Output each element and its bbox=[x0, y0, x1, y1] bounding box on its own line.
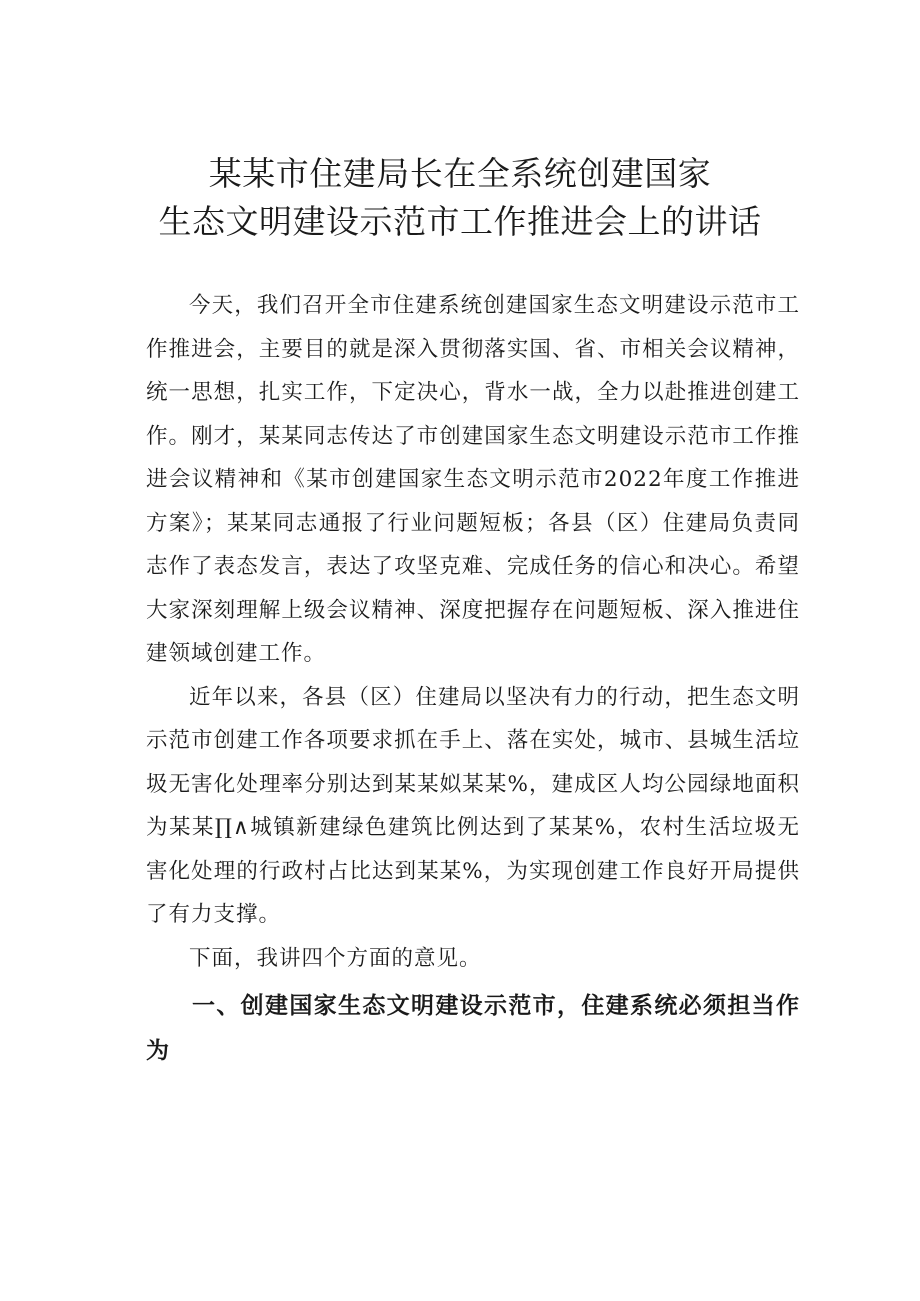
paragraph-outline: 下面，我讲四个方面的意见。 bbox=[189, 945, 482, 971]
paragraph-achievements: 近年以来，各县（区）住建局以坚决有力的行动，把生态文明示范市创建工作各项要求抓在手上、落在实处，城市、县城生活垃圾无害化处理率分别达到某某姒某某%，建成区人均公园绿地面积为某某∏∧城镇新建绿色建筑比例达到了某某%，农村生活垃圾无害化处理的行政村占比达到某某%，为实现创建工作良好开局提供了有力支撑。 bbox=[146, 684, 800, 927]
title-line-2: 生态文明建设示范市工作推进会上的讲话 bbox=[158, 202, 762, 241]
paragraph-opening: 今天，我们召开全市住建系统创建国家生态文明建设示范市工作推进会，主要目的就是深入贯彻落实国、省、市相关会议精神，统一思想，扎实工作，下定决心，背水一战，全力以赴推进创建工作。刚才，某某同志传达了市创建国家生态文明建设示范市工作推进会议精神和《某市创建国家生态文明示范市2022年度工作推进方案》；某某同志通报了行业问题短板；各县（区）住建局负责同志作了表态发言，表达了攻坚克难、完成任务的信心和决心。希望大家深刻理解上级会议精神、深度把握存在问题短板、深入推进住建领域创建工作。 bbox=[146, 293, 800, 666]
title-line-1: 某某市住建局长在全系统创建国家 bbox=[208, 154, 712, 193]
section-heading-1: 一、创建国家生态文明建设示范市，住建系统必须担当作为 bbox=[146, 993, 800, 1064]
document-body bbox=[146, 284, 800, 1074]
document-title bbox=[120, 150, 800, 246]
